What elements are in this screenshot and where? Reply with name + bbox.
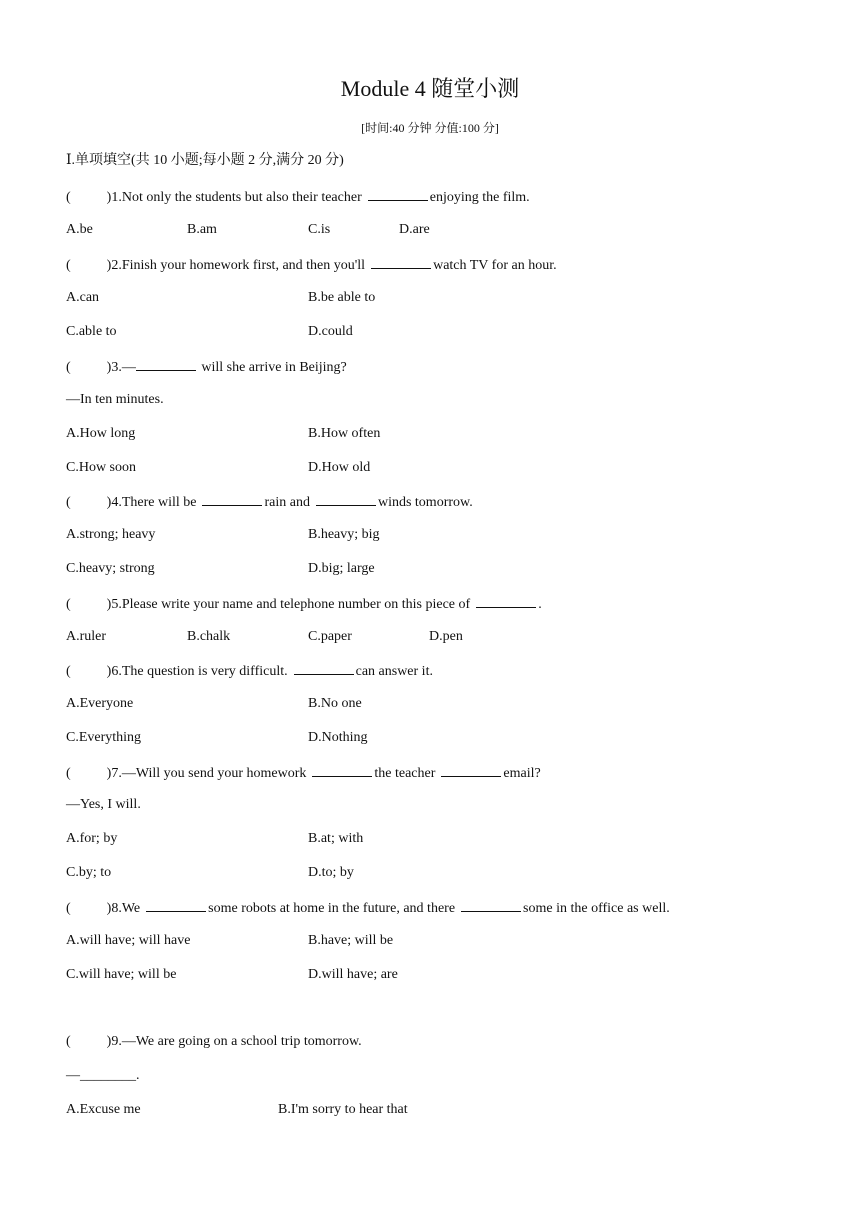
answer-paren[interactable]: ( ) (66, 258, 112, 273)
option[interactable]: B.at; with (308, 831, 364, 846)
question-8: ( )8.We some robots at home in the future, and there some in the office as well. (66, 898, 670, 918)
option[interactable]: C.heavy; strong (66, 561, 155, 576)
blank[interactable] (312, 763, 372, 777)
question-1: ( )1.Not only the students but also their teacher enjoying the film. (66, 187, 530, 207)
option[interactable]: A.Everyone (66, 696, 134, 711)
page-title: Module 4 随堂小测 (340, 76, 520, 101)
option[interactable]: C.will have; will be (66, 967, 177, 982)
answer-paren[interactable]: ( ) (66, 190, 112, 205)
blank[interactable] (294, 661, 354, 675)
question-4: ( )4.There will be rain and winds tomorrow. (66, 492, 473, 512)
answer-paren[interactable]: ( ) (66, 495, 112, 510)
option[interactable]: B.chalk (187, 629, 231, 644)
question-9: ( )9.—We are going on a school trip tomorrow. (66, 1034, 362, 1049)
blank[interactable] (441, 763, 501, 777)
option[interactable]: D.How old (308, 460, 371, 475)
question-6: ( )6.The question is very difficult. can answer it. (66, 661, 433, 681)
option[interactable]: C.by; to (66, 865, 112, 880)
reply-line: —In ten minutes. (66, 392, 164, 407)
answer-paren[interactable]: ( ) (66, 766, 112, 781)
option[interactable]: A.for; by (66, 831, 118, 846)
option[interactable]: D.are (399, 222, 430, 237)
option[interactable]: A.Excuse me (66, 1102, 141, 1117)
question-5: ( )5.Please write your name and telephone number on this piece of . (66, 594, 542, 614)
question-3: ( )3.— will she arrive in Beijing? (66, 357, 347, 377)
question-2: ( )2.Finish your homework first, and then you'll watch TV for an hour. (66, 255, 557, 275)
option[interactable]: C.How soon (66, 460, 137, 475)
blank[interactable] (476, 594, 536, 608)
blank[interactable] (461, 898, 521, 912)
option[interactable]: B.heavy; big (308, 527, 380, 542)
answer-paren[interactable]: ( ) (66, 664, 112, 679)
option[interactable]: D.big; large (308, 561, 375, 576)
reply-line: —Yes, I will. (66, 797, 141, 812)
option[interactable]: A.will have; will have (66, 933, 191, 948)
reply-line: —________. (66, 1068, 140, 1083)
option[interactable]: A.be (66, 222, 93, 237)
option[interactable]: D.will have; are (308, 967, 398, 982)
option[interactable]: B.No one (308, 696, 362, 711)
option[interactable]: B.have; will be (308, 933, 394, 948)
option[interactable]: D.Nothing (308, 730, 368, 745)
option[interactable]: C.is (308, 222, 331, 237)
answer-paren[interactable]: ( ) (66, 901, 112, 916)
option[interactable]: B.How often (308, 426, 381, 441)
answer-paren[interactable]: ( ) (66, 360, 112, 375)
option[interactable]: C.paper (308, 629, 352, 644)
option[interactable]: C.able to (66, 324, 117, 339)
blank[interactable] (146, 898, 206, 912)
option[interactable]: B.am (187, 222, 217, 237)
blank[interactable] (371, 255, 431, 269)
blank[interactable] (316, 492, 376, 506)
blank[interactable] (136, 357, 196, 371)
question-7: ( )7.—Will you send your homework the teacher email? (66, 763, 541, 783)
option[interactable]: B.I'm sorry to hear that (278, 1102, 408, 1117)
option[interactable]: B.be able to (308, 290, 376, 305)
option[interactable]: A.strong; heavy (66, 527, 156, 542)
option[interactable]: A.ruler (66, 629, 107, 644)
option[interactable]: A.How long (66, 426, 136, 441)
answer-paren[interactable]: ( ) (66, 597, 112, 612)
option[interactable]: D.to; by (308, 865, 354, 880)
option[interactable]: A.can (66, 290, 100, 305)
exam-info: [时间:40 分钟 分值:100 分] (361, 121, 499, 135)
option[interactable]: D.pen (429, 629, 463, 644)
option[interactable]: C.Everything (66, 730, 142, 745)
option[interactable]: D.could (308, 324, 353, 339)
blank[interactable] (368, 187, 428, 201)
blank[interactable] (202, 492, 262, 506)
section-heading: Ⅰ.单项填空(共 10 小题;每小题 2 分,满分 20 分) (66, 153, 344, 168)
answer-paren[interactable]: ( ) (66, 1034, 112, 1049)
